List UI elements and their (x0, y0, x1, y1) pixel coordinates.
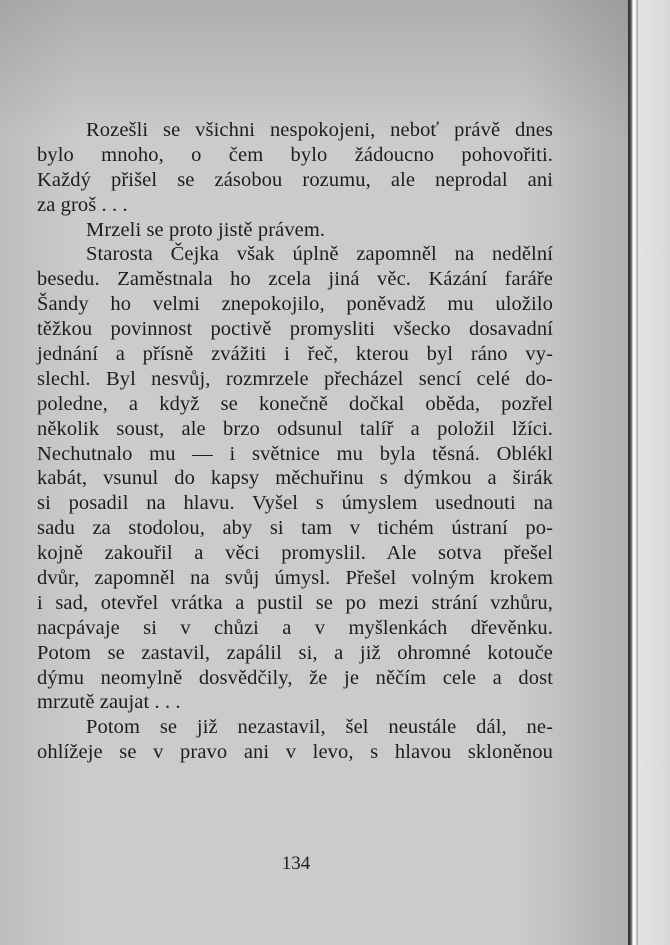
text-line: si posadil na hlavu. Vyšel s úmyslem usednouti na (37, 492, 553, 515)
text-line: besedu. Zaměstnala ho zcela jiná věc. Kázání faráře (37, 268, 553, 291)
text-line: slechl. Byl nesvůj, rozmrzele přecházel sencí celé do- (37, 367, 553, 390)
text-line: jednání a přísně zvážiti i řeč, kterou byl ráno vy- (37, 343, 553, 366)
text-line: Starosta Čejka však úplně zapomněl na nedělní (86, 243, 553, 266)
page-number: 134 (281, 853, 311, 874)
book-spine-gutter (628, 0, 638, 945)
text-line: Každý přišel se zásobou rozumu, ale neprodal ani (37, 168, 553, 191)
text-line: Potom se již nezastavil, šel neustále dál, ne- (86, 716, 553, 739)
text-line: Mrzeli se proto jistě právem. (86, 218, 326, 241)
text-line: Šandy ho velmi znepokojilo, poněvadž mu uložilo (37, 293, 553, 316)
text-line: za groš . . . (37, 193, 128, 216)
adjacent-page-edge (638, 0, 670, 945)
text-line: mrzutě zaujat . . . (37, 691, 181, 714)
text-line: Nechutnalo mu — i světnice mu byla těsná. Oblékl (37, 442, 553, 465)
text-line: několik soust, ale brzo odsunul talíř a položil lžíci. (37, 417, 553, 440)
text-line: bylo mnoho, o čem bylo žádoucno pohovořiti. (37, 143, 553, 166)
text-line: těžkou povinnost poctivě promysliti všecko dosavadní (37, 318, 553, 341)
text-line: Potom se zastavil, zapálil si, a již ohromné kotouče (37, 641, 553, 664)
text-line: ohlížeje se v pravo ani v levo, s hlavou skloněnou (37, 741, 553, 764)
body-text (37, 118, 553, 765)
text-line: dýmu neomylně dosvědčily, že je něčím cele a dost (37, 666, 553, 689)
text-line: sadu za stodolou, aby si tam v tichém ústraní po- (37, 517, 553, 540)
text-line: nacpávaje si v chůzi a v myšlenkách dřevěnku. (37, 616, 553, 639)
text-line: kabát, vsunul do kapsy měchuřinu s dýmkou a širák (37, 467, 553, 490)
text-line: dvůr, zapomněl na svůj úmysl. Přešel volným krokem (37, 567, 553, 590)
text-line: i sad, otevřel vrátka a pustil se po mezi strání vzhůru, (37, 591, 553, 614)
text-line: kojně zakouřil a věci promyslil. Ale sotva přešel (37, 542, 553, 565)
text-line: Rozešli se všichni nespokojeni, neboť právě dnes (86, 119, 553, 141)
text-line: poledne, a když se konečně dočkal oběda, pozřel (37, 392, 553, 415)
